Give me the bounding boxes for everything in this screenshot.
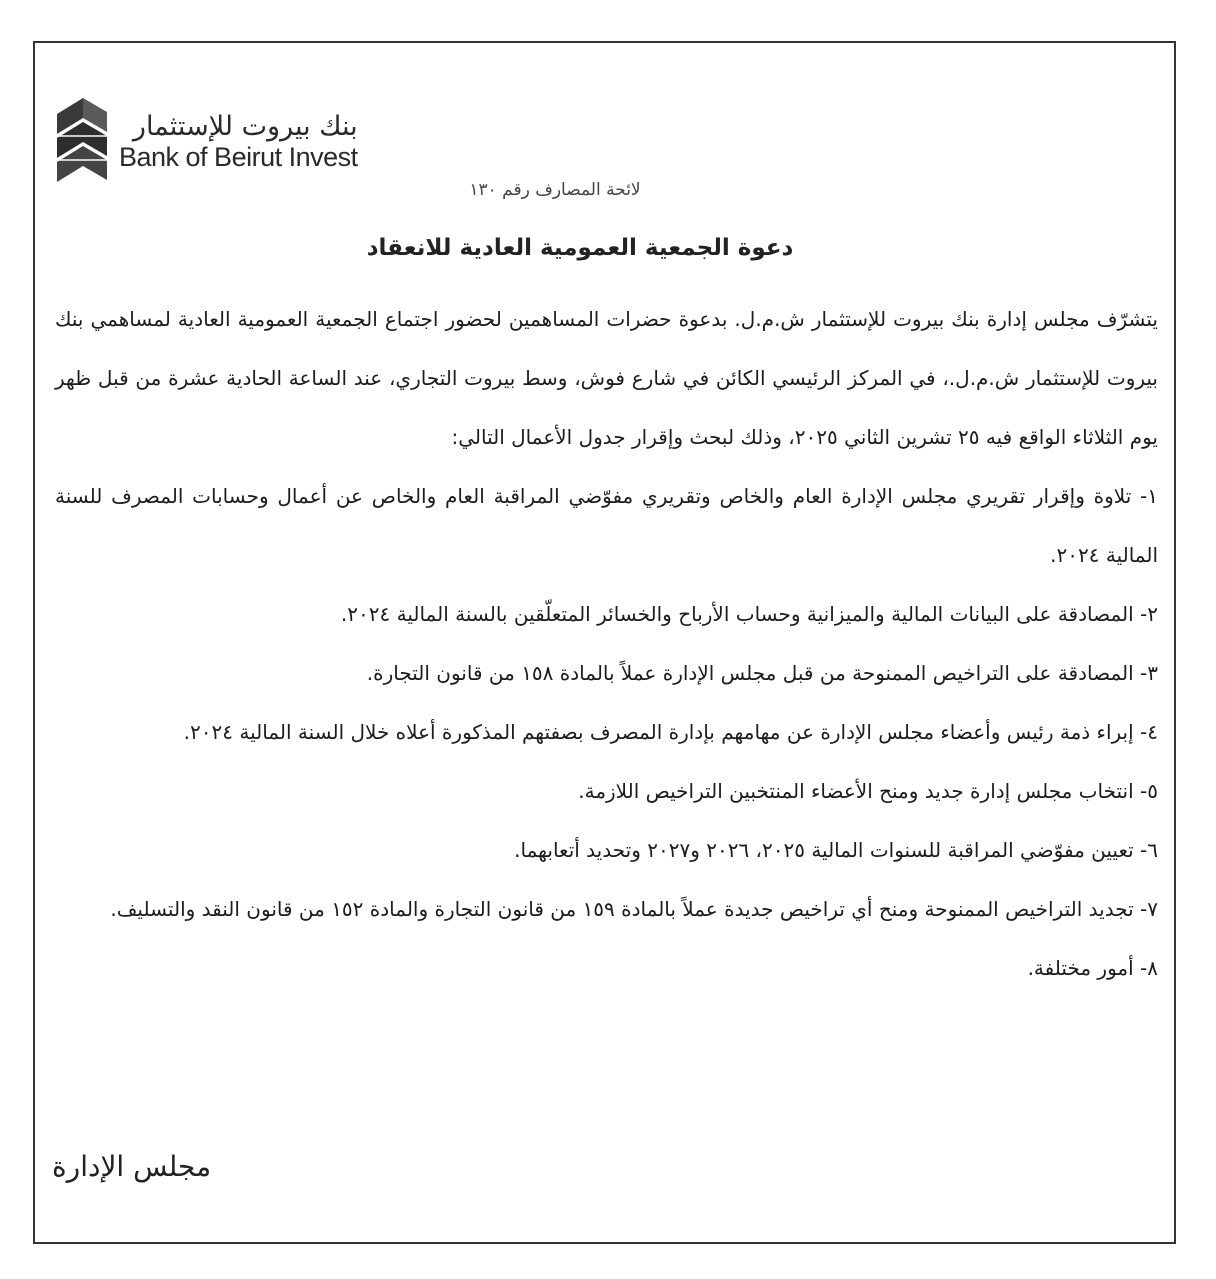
agenda-item: ٢- المصادقة على البيانات المالية والميزانية وحساب الأرباح والخسائر المتعلّقين بالسنة المالية ٢٠٢٤. bbox=[340, 602, 1158, 626]
bank-name-english: Bank of Beirut Invest bbox=[119, 142, 358, 172]
bank-logo bbox=[53, 96, 373, 188]
bank-logo-icon bbox=[53, 96, 111, 188]
agenda-item: ٦- تعيين مفوّضي المراقبة للسنوات المالية ٢٠٢٥، ٢٠٢٦ و٢٠٢٧ وتحديد أتعابهما. bbox=[514, 838, 1158, 862]
intro-paragraph: يتشرّف مجلس إدارة بنك بيروت للإستثمار ش.م.ل. بدعوة حضرات المساهمين لحضور اجتماع الجمعية العمومية العادية لمساهمي بنك بيروت للإستثمار ش.م.ل.، في المركز الرئيسي الكائن في شارع فوش، وسط بيروت التجاري، عند الساعة الحادية عشرة من قبل ظهر يوم الثلاثاء الواقع فيه ٢٥ تشرين الثاني ٢٠٢٥، وذلك لبحث وإقرار جدول الأعمال التالي: bbox=[55, 307, 1158, 449]
page-title: دعوة الجمعية العمومية العادية للانعقاد bbox=[366, 235, 794, 261]
registry-number: لائحة المصارف رقم ١٣٠ bbox=[469, 180, 641, 200]
agenda-item: ٧- تجديد التراخيص الممنوحة ومنح أي تراخيص جديدة عملاً بالمادة ١٥٩ من قانون التجارة والمادة ١٥٢ من قانون النقد والتسليف. bbox=[110, 897, 1158, 921]
agenda-item: ١- تلاوة وإقرار تقريري مجلس الإدارة العام والخاص وتقريري مفوّضي المراقبة العام والخاص عن أعمال وحسابات المصرف للسنة المالية ٢٠٢٤. bbox=[55, 484, 1158, 567]
agenda-item: ٨- أمور مختلفة. bbox=[1027, 956, 1158, 980]
agenda-item: ٤- إبراء ذمة رئيس وأعضاء مجلس الإدارة عن مهامهم بإدارة المصرف بصفتهم المذكورة أعلاه خلال السنة المالية ٢٠٢٤. bbox=[183, 720, 1158, 744]
notice-body bbox=[55, 290, 1158, 998]
agenda-item: ٣- المصادقة على التراخيص الممنوحة من قبل مجلس الإدارة عملاً بالمادة ١٥٨ من قانون التجارة. bbox=[366, 661, 1158, 685]
signature: مجلس الإدارة bbox=[52, 1150, 212, 1183]
bank-name-arabic: بنك بيروت للإستثمار bbox=[132, 111, 358, 142]
agenda-item: ٥- انتخاب مجلس إدارة جديد ومنح الأعضاء المنتخبين التراخيص اللازمة. bbox=[578, 779, 1158, 803]
